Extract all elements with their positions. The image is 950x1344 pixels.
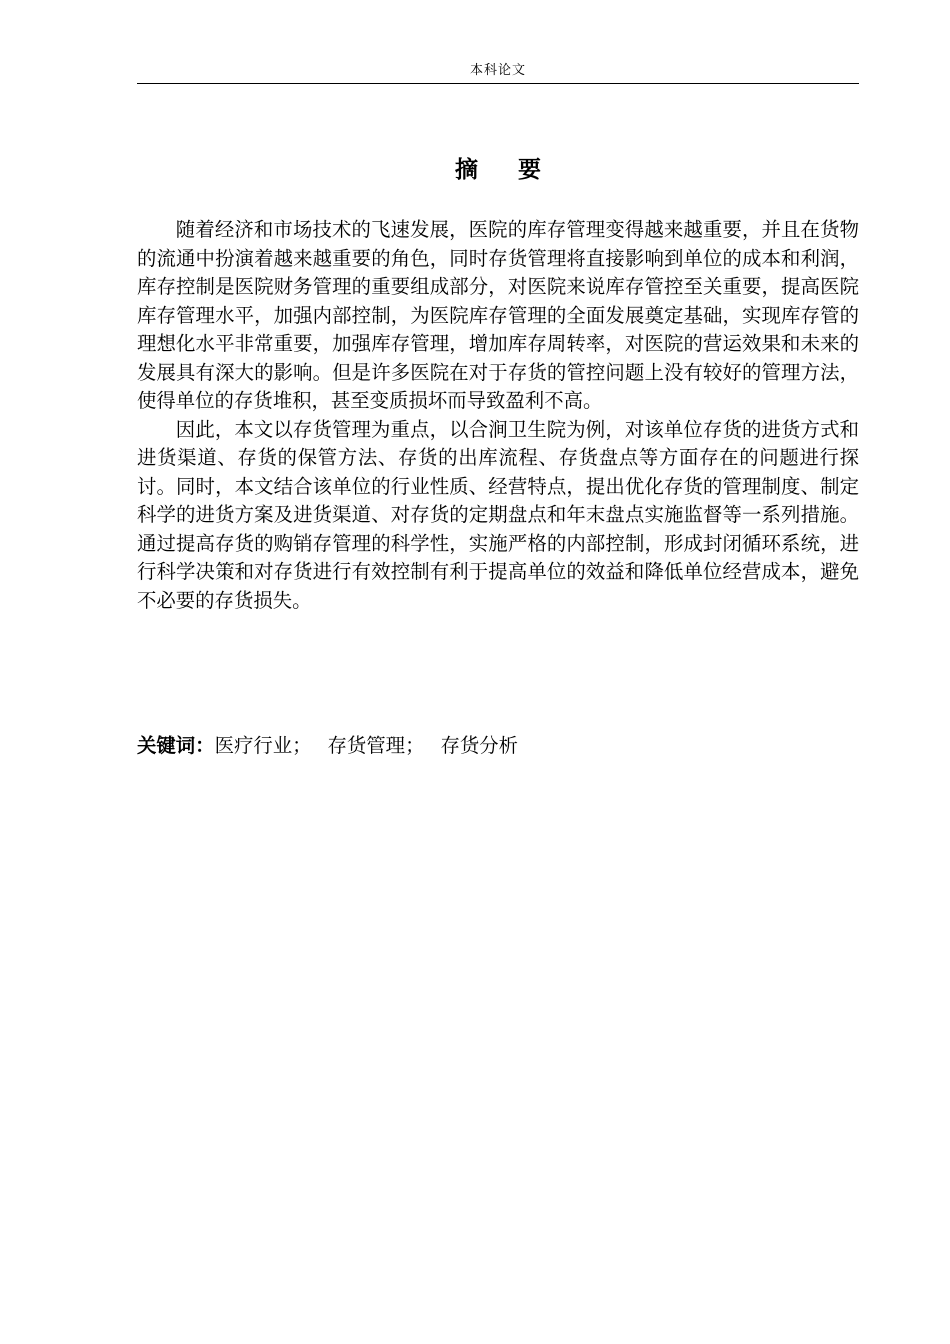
keyword-2: 存货管理； (327, 734, 425, 757)
abstract-paragraph-1: 随着经济和市场技术的飞速发展，医院的库存管理变得越来越重要，并且在货物的流通中扮演着越来越重要的角色，同时存货管理将直接影响到单位的成本和利润，库存控制是医院财务管理的重要组成部分，对医院来说库存管控至关重要，提高医院库存管理水平，加强内部控制，为医院库存管理的全面发展奠定基础，实现库存管的理想化水平非常重要，加强库存管理，增加库存周转率，对医院的营运效果和未来的发展具有深大的影响。但是许多医院在对于存货的管控问题上没有较好的管理方法，使得单位的存货堆积，甚至变质损坏而导致盈利不高。 (137, 218, 859, 412)
keywords-label: 关键词： (137, 734, 215, 757)
abstract-title (137, 154, 859, 186)
keyword-3: 存货分析 (440, 734, 519, 757)
abstract-paragraph-2: 因此，本文以存货管理为重点，以合涧卫生院为例，对该单位存货的进货方式和进货渠道、存货的保管方法、存货的出库流程、存货盘点等方面存在的问题进行探讨。同时，本文结合该单位的行业性质、经营特点，提出优化存货的管理制度、制定科学的进货方案及进货渠道、对存货的定期盘点和年末盘点实施监督等一系列措施。通过提高存货的购销存管理的科学性，实施严格的内部控制，形成封闭循环系统，进行科学决策和对存货进行有效控制有利于提高单位的效益和降低单位经营成本，避免不必要的存货损失。 (137, 417, 859, 612)
keywords-line (137, 731, 859, 761)
header-rule (137, 83, 859, 84)
abstract-title-char-2: 要 (518, 157, 541, 183)
running-header: 本科论文 (469, 63, 526, 78)
abstract-title-char-1: 摘 (455, 157, 478, 183)
abstract-body (137, 216, 859, 615)
keyword-1: 医疗行业； (214, 734, 312, 757)
